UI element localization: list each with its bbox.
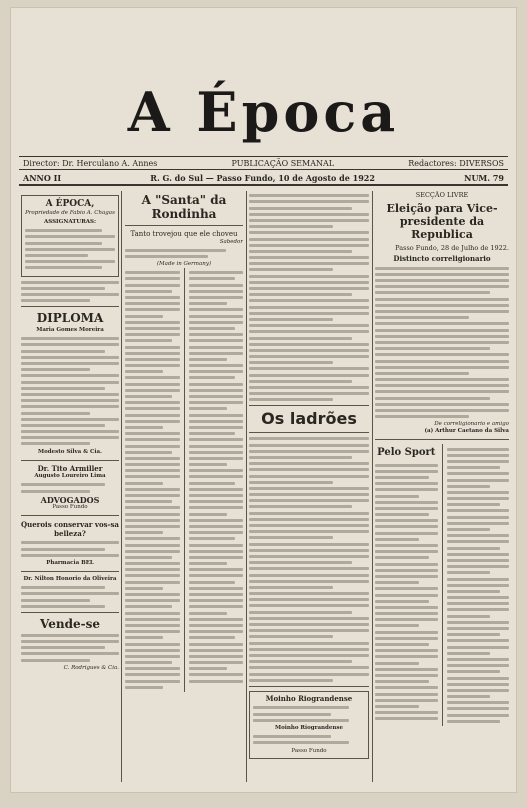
- article-title-eleicao: Eleição para Vice-presidente da Republica: [386, 201, 498, 241]
- subscription-box: [21, 195, 119, 277]
- column-1: [21, 191, 119, 786]
- newspaper-title: A Época: [127, 80, 400, 144]
- diploma-signature: Modesto Silva & Cia.: [38, 448, 102, 455]
- publication-type: PUBLICAÇÃO SEMANAL: [231, 158, 335, 168]
- pharmacy-ad-title: Querois conservar vos-sa belleza?: [21, 520, 119, 539]
- column-rule: [121, 191, 122, 782]
- article-dateline: Passo Fundo, 28 de Julho de 1922.: [395, 243, 509, 252]
- masthead-info-bar: [19, 156, 508, 170]
- column-rule: [246, 191, 247, 782]
- redactores-line: Redactores: DIVERSOS: [408, 158, 504, 168]
- moinho-ad-place: Passo Fundo: [291, 747, 327, 754]
- column-3: [249, 191, 369, 786]
- article-title-ladroes: Os ladrões: [261, 409, 357, 429]
- article-title-santa: A "Santa" da Rondinha: [141, 193, 227, 221]
- doctor2-name: Dr. Nilton Honorio da Oliveira: [23, 575, 117, 582]
- newspaper-page: [11, 8, 516, 792]
- doctor-partner: Augusto Loureiro Lima: [34, 473, 106, 480]
- moinho-ad-name: Moinho Riograndense: [274, 724, 343, 731]
- column-4: [375, 191, 509, 786]
- place-date: R. G. do Sul — Passo Fundo, 10 de Agosto de 1922: [150, 173, 375, 183]
- issue-number: NUM. 79: [464, 173, 504, 183]
- advogados-place: Passo Fundo: [52, 504, 88, 511]
- issue-year: ANNO II: [23, 173, 62, 183]
- diploma-name: Maria Gomes Moreira: [36, 327, 104, 334]
- pharmacy-ad-name: Pharmacia BEL: [46, 559, 94, 566]
- section-label: SECÇÃO LIVRE: [415, 191, 469, 199]
- column-2: [125, 191, 243, 786]
- article-byline: (Made in Germany): [156, 261, 212, 268]
- diploma-heading: DIPLOMA: [36, 311, 104, 326]
- vende-signature: C. Rodrigues & Cia.: [63, 664, 119, 671]
- article-salutation: Distincto correligionario: [393, 254, 491, 263]
- moinho-ad-title: Moinho Riograndense: [265, 693, 353, 703]
- masthead: [11, 8, 516, 150]
- vende-se-heading: Vende-se: [40, 616, 100, 631]
- box-owner: Propriedade de Fabio A. Chagas: [25, 210, 115, 216]
- article-signature: (a) Arthur Caetano da Silva: [424, 428, 509, 435]
- article-title-sport: Pelo Sport: [377, 447, 436, 459]
- box-subs: ASSIGNATURAS:: [43, 219, 97, 225]
- column-rule: [372, 191, 373, 782]
- box-title: A ÉPOCA,: [45, 199, 95, 209]
- advogados-label: ADVOGADOS: [40, 494, 100, 505]
- article-closing: De correligionario e amigo: [434, 421, 509, 428]
- director-line: Director: Dr. Herculano A. Annes: [23, 158, 158, 168]
- doctor-name: Dr. Tito Armiller: [37, 463, 103, 473]
- moinho-ad: [249, 691, 369, 759]
- issue-bar: [19, 172, 508, 186]
- epigraph-attribution: Sabedor: [219, 238, 243, 245]
- article-epigraph: Tanto trovejou que ele choveu: [130, 230, 238, 238]
